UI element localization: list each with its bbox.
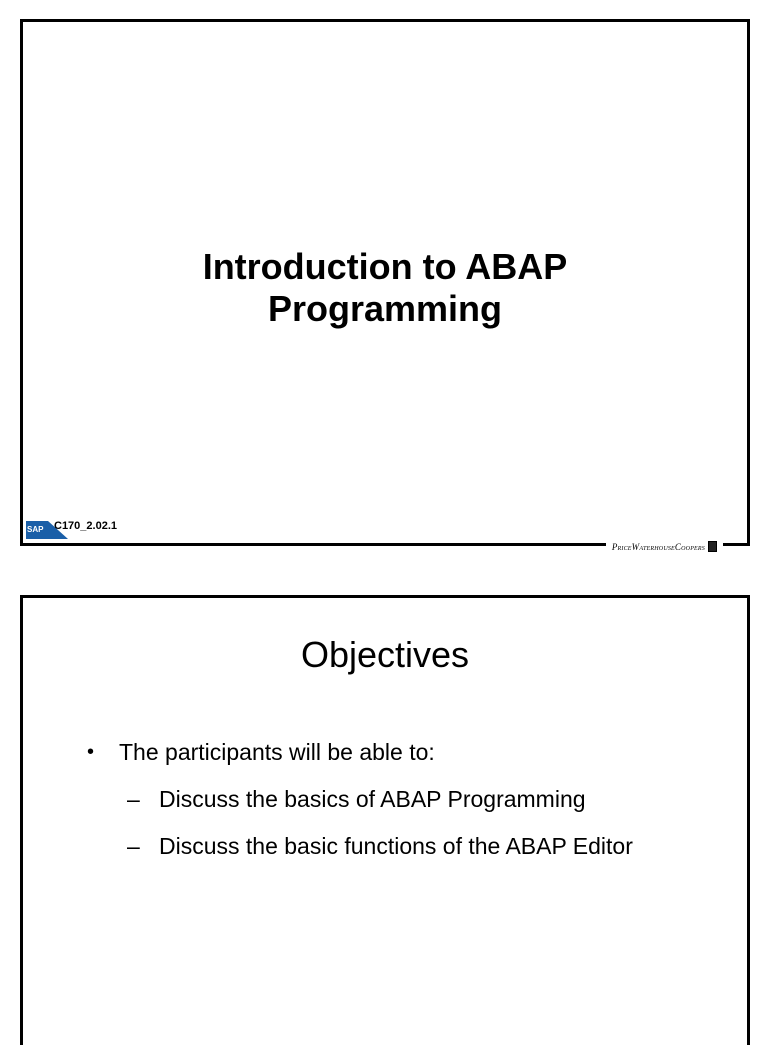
- course-code: C170_2.02.1: [54, 520, 117, 532]
- sub-bullet-item: – Discuss the basics of ABAP Programming: [87, 785, 633, 813]
- sap-logo-text: SAP: [27, 525, 44, 534]
- bullet-item: • The participants will be able to:: [87, 738, 633, 766]
- slide-title-line-2: Programming: [267, 288, 503, 329]
- company-name: PriceWaterhouseCoopers: [611, 541, 705, 552]
- sap-logo: [26, 521, 48, 539]
- company-logo: [606, 541, 723, 552]
- slide-title: [23, 246, 747, 330]
- sub-bullet-item: – Discuss the basic functions of the ABAP Editor: [87, 832, 633, 860]
- bullet-list: [87, 738, 633, 860]
- objectives-title: Objectives: [300, 634, 470, 675]
- company-mark-icon: [708, 541, 717, 552]
- slide-title-line-1: Introduction to ABAP: [202, 246, 568, 287]
- title-slide: [20, 19, 750, 552]
- objectives-slide: [20, 595, 750, 1045]
- slide-footer-left: [26, 519, 117, 539]
